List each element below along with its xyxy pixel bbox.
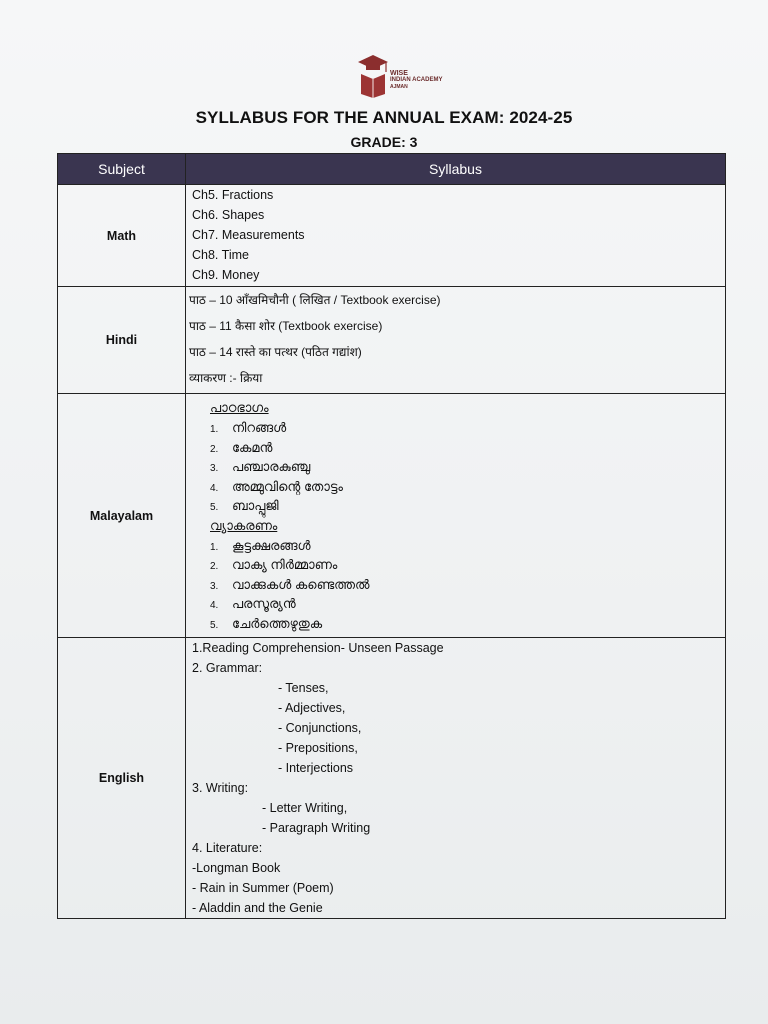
list-item: Ch8. Time	[192, 248, 249, 262]
section-heading: വ്യാകരണം	[210, 517, 278, 533]
list-item: - Paragraph Writing	[262, 821, 371, 835]
subject-math: Math	[58, 185, 186, 287]
syllabus-hindi	[186, 287, 726, 394]
list-item: पाठ – 10 आँखमिचौनी ( लिखित / Textbook exercise)	[189, 293, 441, 307]
list-item: - Conjunctions,	[278, 721, 362, 735]
list-item: व्याकरण :- क्रिया	[189, 371, 263, 385]
list-item: Ch6. Shapes	[192, 208, 265, 222]
table-row-hindi	[58, 287, 726, 394]
list-item: 2. വാക്യ നിർമ്മാണം	[210, 557, 338, 572]
section-heading: പാഠഭാഗം	[210, 400, 269, 415]
grade-label: GRADE: 3	[350, 134, 418, 150]
list-item: Ch5. Fractions	[192, 188, 274, 202]
list-item: 2. കേമൻ	[210, 439, 273, 455]
list-item: 3. Writing:	[192, 781, 249, 795]
mortarboard-book-icon	[356, 52, 390, 98]
list-item: Ch9. Money	[192, 268, 260, 282]
syllabus-english	[186, 638, 726, 919]
list-item: - Letter Writing,	[262, 801, 348, 815]
list-item: 1. കൂട്ടക്ഷരങ്ങൾ	[210, 537, 311, 553]
table-row-english	[58, 638, 726, 919]
page-title: SYLLABUS FOR THE ANNUAL EXAM: 2024-25	[195, 108, 573, 127]
logo-text: WISE INDIAN ACADEMY AJMAN	[390, 70, 443, 90]
list-item: -Longman Book	[192, 861, 281, 875]
list-item: पाठ – 11 कैसा शोर (Textbook exercise)	[189, 319, 383, 333]
list-item: 2. Grammar:	[192, 661, 263, 675]
syllabus-table	[57, 153, 726, 919]
list-item: 4. അമ്മുവിന്റെ തോട്ടം	[210, 478, 343, 494]
subject-malayalam: Malayalam	[58, 394, 186, 638]
table-row-math	[58, 185, 726, 287]
list-item: 4. Literature:	[192, 841, 263, 855]
syllabus-math	[186, 185, 726, 287]
table-row-malayalam	[58, 394, 726, 638]
column-header-syllabus: Syllabus	[186, 154, 726, 185]
list-item: 1. നിറങ്ങൾ	[210, 420, 287, 435]
list-item: 4. പരസൂര്യൻ	[210, 596, 296, 611]
list-item: 3. പഞ്ചാരകുഞ്ചു	[210, 459, 311, 474]
list-item: 5. ബാപ്പുജി	[210, 498, 279, 513]
list-item: 5. ചേർത്തെഴുതുക	[210, 615, 323, 631]
list-item: Ch7. Measurements	[192, 228, 305, 242]
table-header-row	[58, 154, 726, 185]
list-item: - Adjectives,	[278, 701, 346, 715]
list-item: 1.Reading Comprehension- Unseen Passage	[192, 641, 444, 655]
list-item: - Rain in Summer (Poem)	[192, 881, 334, 895]
list-item: 3. വാക്കുകൾ കണ്ടെത്തൽ	[210, 576, 370, 592]
list-item: - Aladdin and the Genie	[192, 901, 323, 915]
list-item: - Interjections	[278, 761, 354, 775]
syllabus-malayalam	[186, 394, 726, 638]
list-item: - Prepositions,	[278, 741, 358, 755]
list-item: - Tenses,	[278, 681, 329, 695]
subject-english: English	[58, 638, 186, 919]
school-logo	[356, 52, 456, 102]
column-header-subject: Subject	[58, 154, 186, 185]
list-item: पाठ – 14 रास्ते का पत्थर (पठित गद्यांश)	[189, 345, 362, 359]
subject-hindi: Hindi	[58, 287, 186, 394]
